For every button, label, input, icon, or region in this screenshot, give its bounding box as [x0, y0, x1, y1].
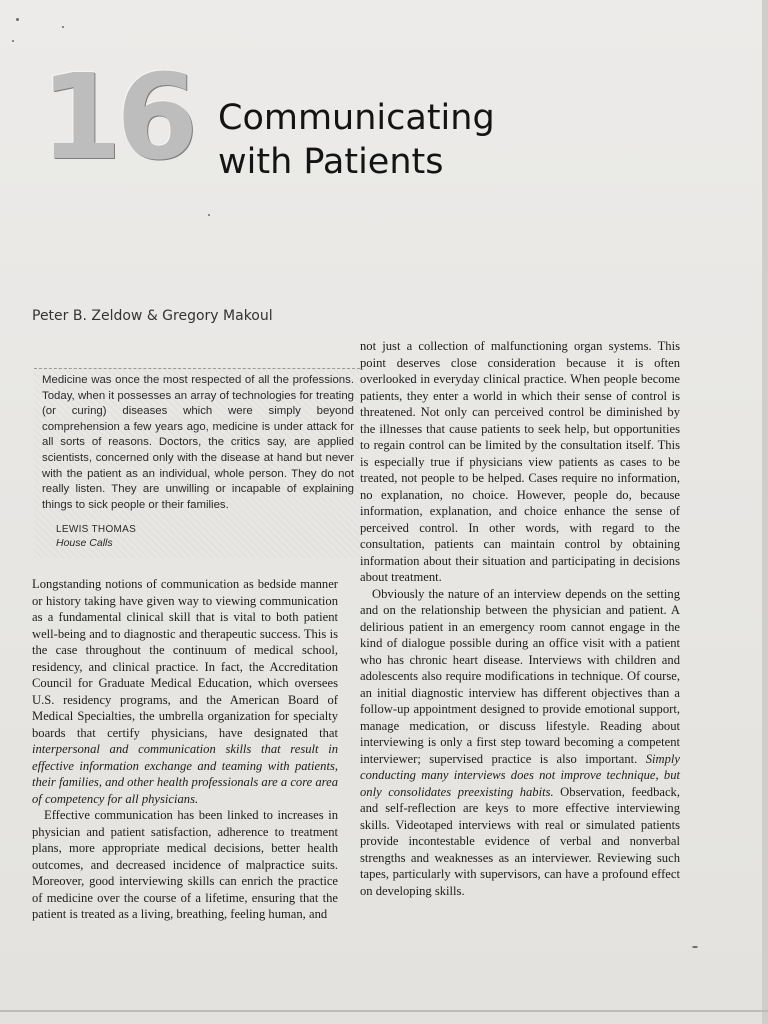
body-paragraph-1-text: Longstanding notions of communication as bedside manner or history taking have given way to viewing communication as a fundamental clinical skill that is vital to both patient well-being and to diagnostic and therapeutic success. This is the case throughout the continuum of medical school, residency, and clinical practice. In fact, the Accreditation Council for Graduate Medical Education, which oversees U.S. residency programs, and the American Board of Medical Specialties, the umbrella organization for specialty boards that certify physicians, have designated that [32, 577, 338, 740]
epigraph-source: House Calls [56, 537, 113, 550]
scan-speck [62, 26, 64, 28]
page-bottom-edge [0, 1010, 768, 1012]
scan-speck [16, 18, 19, 21]
page-edge-shadow [762, 0, 768, 1024]
chapter-title-line-2: with Patients [218, 142, 444, 182]
body-paragraph-4 [360, 586, 680, 900]
epigraph-box [34, 368, 360, 558]
scan-speck [208, 214, 210, 216]
chapter-title-line-1: Communicating [218, 98, 495, 138]
epigraph-quote: Medicine was once the most respected of all the professions. Today, when it possesses an array of technologies for treating (or curing) diseases which were simply beyond comprehension a few years ago, medicine is under attack for all sorts of reasons. Doctors, the critics say, are applied scientists, concerned only with the disease at hand but never with the patient as an individual, whole person. They do not really listen. They are unwilling or incapable of explaining things to sick people or their families. [42, 374, 354, 511]
body-paragraph-4-text-end: Observation, feedback, and self-reflection are keys to more effective interviewing skills. Videotaped interviews with real or simulated patients provide incontestable evidence of verbal and nonverbal strengths and weaknesses as an interviewer. Reviewing such tapes, particularly with supervisors, can have a profound effect on developing skills. [360, 784, 680, 898]
chapter-title [218, 96, 495, 184]
chapter-number: 16 [40, 48, 193, 186]
body-paragraph-3: not just a collection of malfunctioning organ systems. This point deserves close consideration because it is often overlooked in everyday clinical practice. When people become patients, they enter a world in which their sense of control is threatened. Not only can perceived control be diminished by the illnesses that cause patients to seek help, but opportunities to regain control can be limited by the consultation itself. This is especially true if physicians view patients as cases to be treated, not people to be helped. Cases require no information, no explanation, no choice. However, people do, because information, explanation, and choice enhance the sense of perceived control. In other words, with regard to the consultation, patients can maintain control by obtaining information about their situation and participating in decisions about treatment. [360, 339, 680, 584]
body-paragraph-4-emphasis: Simply conducting many interviews does not improve technique, but only consolidates preexisting habits. [360, 751, 680, 799]
epigraph-author: LEWIS THOMAS [56, 524, 137, 536]
scan-speck [692, 946, 698, 948]
chapter-authors: Peter B. Zeldow & Gregory Makoul [32, 308, 273, 324]
scan-speck [12, 40, 14, 42]
body-paragraph-1-emphasis: interpersonal and communication skills that result in effective information exchange and teaming with patients, their families, and other health professionals are a core area of competency for all physicians. [32, 742, 338, 806]
body-column-right [360, 338, 680, 899]
body-paragraph-4-text: Obviously the nature of an interview depends on the setting and on the relationship between the physician and patient. A delirious patient in an emergency room cannot engage in the kind of dialogue possible during an office visit with a patient who has chronic heart disease. Interviews with children and adolescents also require modifications in technique. Of course, an initial diagnostic interview has different objectives than a follow-up appointment designed to provide emotional support, manage medication, or discuss lifestyle. Reading about interviewing is only a first step toward becoming a competent interviewer; supervised practice is also important. [360, 586, 680, 766]
body-paragraph-2: Effective communication has been linked to increases in physician and patient satisfaction, adherence to treatment plans, more appropriate medical decisions, better health outcomes, and decreased incidence of malpractice suits. Moreover, good interviewing skills can enrich the practice of medicine over the course of a lifetime, ensuring that the patient is treated as a living, breathing, feeling human, and [32, 808, 338, 921]
body-paragraph-1 [32, 576, 338, 807]
body-column-left [32, 576, 338, 923]
